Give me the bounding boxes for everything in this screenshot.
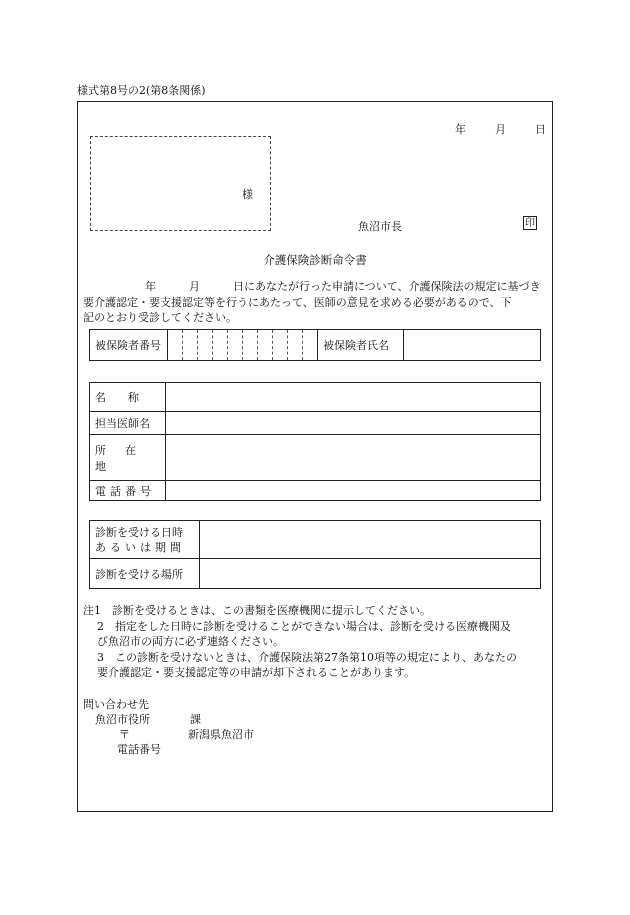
contact-section: 課: [190, 713, 201, 726]
digit-box[interactable]: [212, 330, 227, 360]
insured-name-label: 被保険者氏名: [318, 330, 404, 361]
contact-block: [83, 697, 254, 757]
clinic-phone-value[interactable]: [166, 481, 541, 501]
digit-box[interactable]: [257, 330, 272, 360]
digit-box[interactable]: [287, 330, 302, 360]
clinic-table: [89, 382, 541, 501]
form-id: 様式第8号の2(第8条関係): [77, 84, 206, 97]
clinic-address-label: 所 在 地: [90, 435, 166, 481]
date-month-label: 月: [495, 123, 506, 136]
postal-mark: 〒: [119, 728, 130, 741]
note-1: 注1 診断を受けるときは、この書類を医療機関に提示してください。: [83, 604, 431, 617]
insured-name-value[interactable]: [404, 330, 541, 361]
digit-box[interactable]: [168, 330, 182, 360]
exam-datetime-label: [90, 521, 200, 559]
date-year-label: 年: [455, 123, 466, 136]
body-year-label: 年: [145, 280, 156, 293]
note-2-line1: 2 指定をした日時に診断を受けることができない場合は、診断を受ける医療機関及: [97, 619, 511, 633]
body-line-3: 記のとおり受診してください。: [83, 311, 237, 324]
insured-number-label: 被保険者番号: [90, 330, 168, 361]
exam-datetime-label-line1: 診断を受ける日時: [95, 525, 183, 539]
exam-datetime-label-line2: あるいは期間: [95, 540, 185, 554]
digit-box[interactable]: [227, 330, 242, 360]
exam-place-label: 診断を受ける場所: [90, 559, 200, 589]
doctor-name-value[interactable]: [166, 412, 541, 435]
contact-office: 魚沼市役所: [95, 713, 150, 726]
doctor-name-label: 担当医師名: [90, 412, 166, 435]
clinic-name-value[interactable]: [166, 383, 541, 412]
exam-datetime-value[interactable]: [200, 521, 541, 559]
contact-address-row: [83, 727, 254, 742]
note-3-line2: 要介護認定・要支援認定等の申請が却下されることがあります。: [97, 666, 416, 679]
body-text: [83, 279, 549, 326]
note-2-line2: び魚沼市の両方に必ず連絡ください。: [97, 635, 284, 648]
digit-box[interactable]: [182, 330, 197, 360]
body-month-label: 月: [189, 280, 200, 293]
addressee-box[interactable]: [90, 136, 271, 231]
body-line-1: [83, 279, 549, 295]
digit-box[interactable]: [272, 330, 287, 360]
exam-table: [89, 520, 541, 589]
body-line-2: 要介護認定・要支援認定等を行うにあたって、医師の意見を求める必要があるので、下: [83, 295, 512, 309]
clinic-phone-label: 電話番号: [90, 481, 166, 501]
contact-address: 新潟県魚沼市: [188, 728, 254, 741]
issue-date: [455, 121, 546, 137]
digit-box[interactable]: [302, 330, 317, 360]
body-line-1-rest: 日にあなたが行った申請について、介護保険法の規定に基づき: [233, 280, 541, 293]
digit-boxes[interactable]: [168, 330, 317, 360]
issuer-name: 魚沼市長: [358, 220, 402, 233]
contact-phone-label: 電話番号: [117, 743, 161, 756]
notes: [83, 603, 551, 681]
addressee-suffix: 様: [242, 188, 253, 201]
insured-number-cells[interactable]: [168, 330, 318, 361]
note-3-line1: 3 この診断を受けないときは、介護保険法第27条第10項等の規定により、あなたの: [97, 650, 517, 664]
document-title: 介護保険診断命令書: [263, 253, 367, 267]
seal-mark: 印: [525, 218, 535, 229]
exam-place-value[interactable]: [200, 559, 541, 589]
insured-table: [89, 329, 541, 361]
date-day-label: 日: [535, 123, 546, 136]
contact-heading: 問い合わせ先: [83, 698, 149, 711]
digit-box[interactable]: [197, 330, 212, 360]
clinic-name-label: 名 称: [90, 383, 166, 412]
contact-office-row: [83, 712, 254, 727]
clinic-address-value[interactable]: [166, 435, 541, 481]
digit-box[interactable]: [242, 330, 257, 360]
